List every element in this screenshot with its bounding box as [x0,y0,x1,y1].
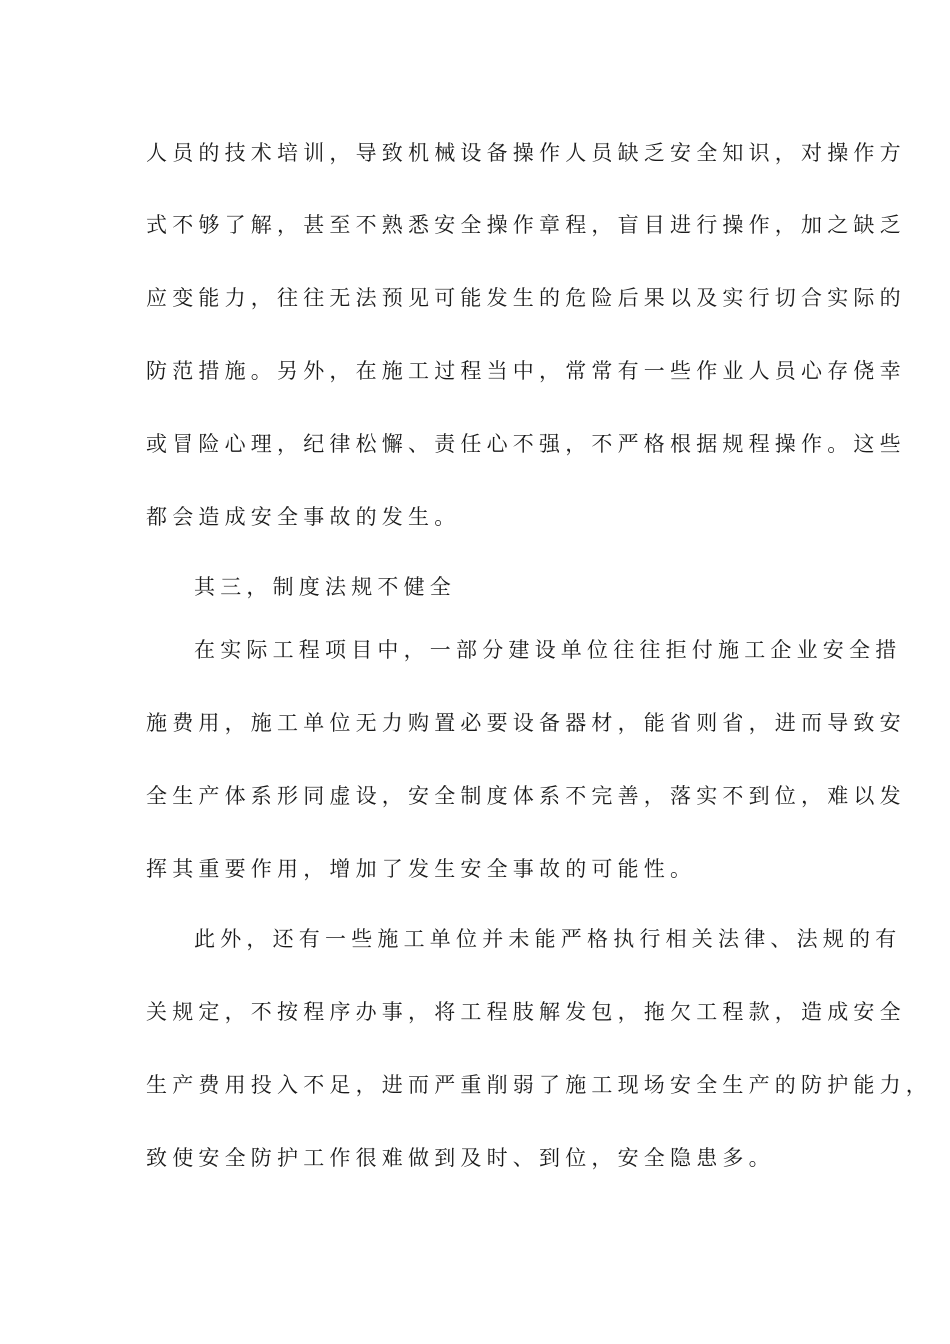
paragraph-line: 关规定，不按程序办事，将工程肢解发包，拖欠工程款，造成安全 [146,1000,906,1024]
paragraph-line: 都会造成安全事故的发生。 [146,505,461,529]
paragraph-line: 人员的技术培训，导致机械设备操作人员缺乏安全知识，对操作方 [146,141,906,165]
paragraph-line: 致使安全防护工作很难做到及时、到位，安全隐患多。 [146,1146,775,1170]
paragraph-line: 式不够了解，甚至不熟悉安全操作章程，盲目进行操作，加之缺乏 [146,213,906,237]
paragraph-line: 应变能力，往往无法预见可能发生的危险后果以及实行切合实际的 [146,286,906,310]
paragraph-line: 生产费用投入不足，进而严重削弱了施工现场安全生产的防护能力， [146,1073,932,1097]
paragraph-line: 或冒险心理，纪律松懈、责任心不强，不严格根据规程操作。这些 [146,432,906,456]
paragraph-line: 在实际工程项目中，一部分建设单位往往拒付施工企业安全措 [194,638,902,662]
section-heading: 其三，制度法规不健全 [194,575,456,599]
paragraph-line: 此外，还有一些施工单位并未能严格执行相关法律、法规的有 [194,927,902,951]
paragraph-line: 全生产体系形同虚设，安全制度体系不完善，落实不到位，难以发 [146,784,906,808]
paragraph-line: 防范措施。另外，在施工过程当中，常常有一些作业人员心存侥幸 [146,359,906,383]
paragraph-line: 挥其重要作用，增加了发生安全事故的可能性。 [146,857,697,881]
paragraph-line: 施费用，施工单位无力购置必要设备器材，能省则省，进而导致安 [146,711,906,735]
